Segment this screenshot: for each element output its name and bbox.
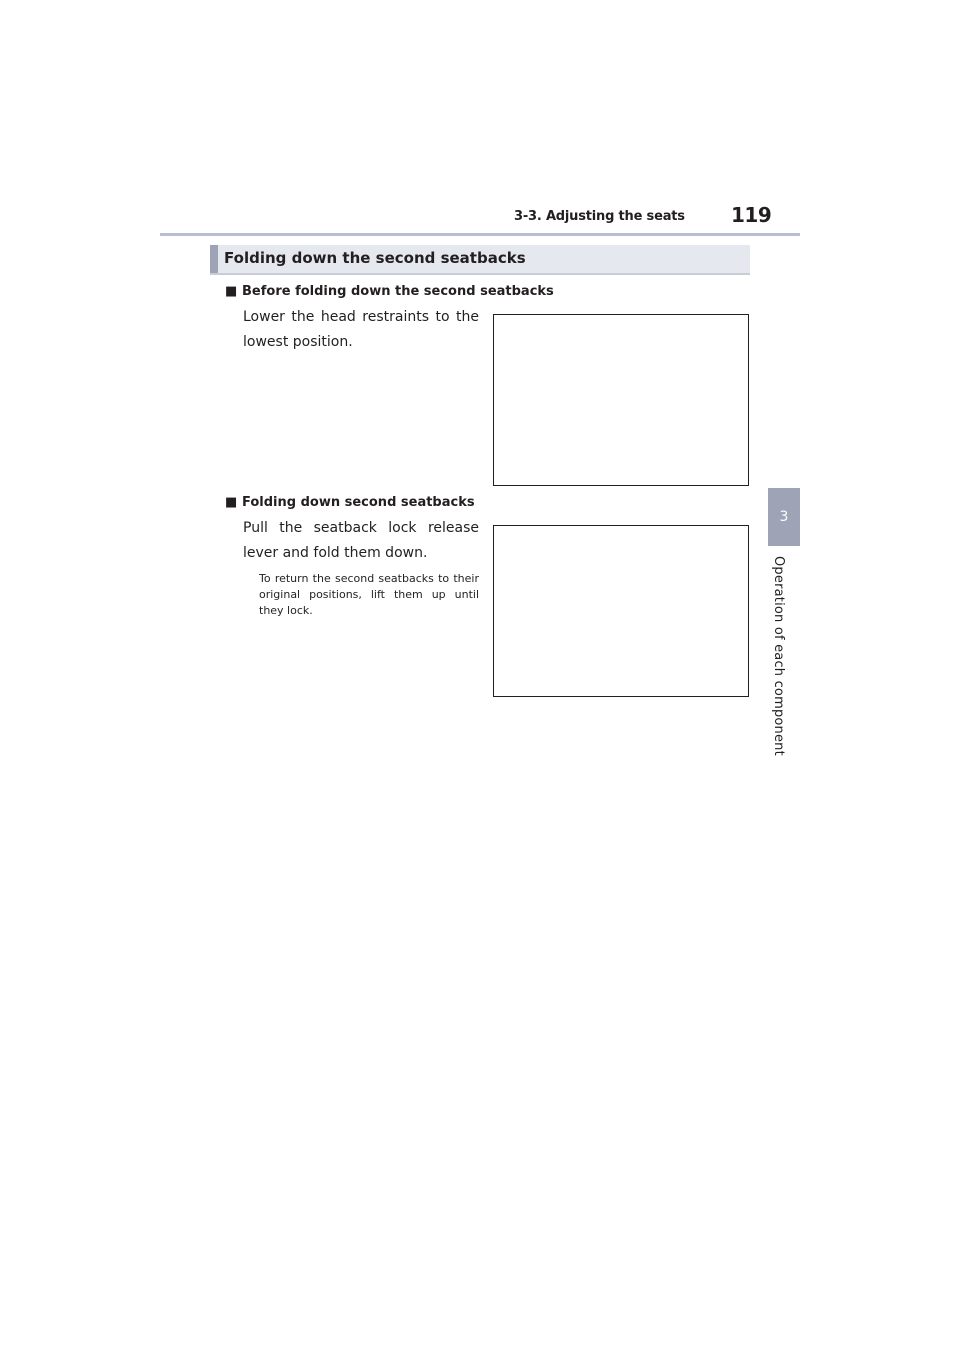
- chapter-title: Operation of each component: [771, 556, 786, 756]
- square-bullet-icon: ■: [225, 495, 238, 510]
- square-bullet-icon: ■: [225, 284, 238, 299]
- page-number: 119: [731, 203, 772, 227]
- chapter-number: 3: [779, 509, 789, 525]
- illustration-head-restraints: [493, 314, 749, 486]
- subheading-before-folding: [225, 284, 554, 299]
- section-title: Folding down the second seatbacks: [224, 249, 526, 267]
- chapter-tab[interactable]: [768, 488, 800, 546]
- header-divider: [160, 233, 800, 236]
- section-header: [210, 245, 750, 275]
- body-text: Pull the seatback lock release lever and fold them down.: [243, 520, 479, 561]
- subheading-folding-down: [225, 495, 475, 510]
- note-text: To return the second seatbacks to their original positions, lift them up until they lock.: [259, 572, 479, 617]
- subheading-text: Before folding down the second seatbacks: [242, 284, 554, 299]
- body-text: Lower the head restraints to the lowest position.: [243, 309, 479, 350]
- illustration-seatback-lever: [493, 525, 749, 697]
- running-header: 3-3. Adjusting the seats: [514, 209, 685, 224]
- subheading-text: Folding down second seatbacks: [242, 495, 475, 510]
- section-header-accent: [210, 245, 218, 273]
